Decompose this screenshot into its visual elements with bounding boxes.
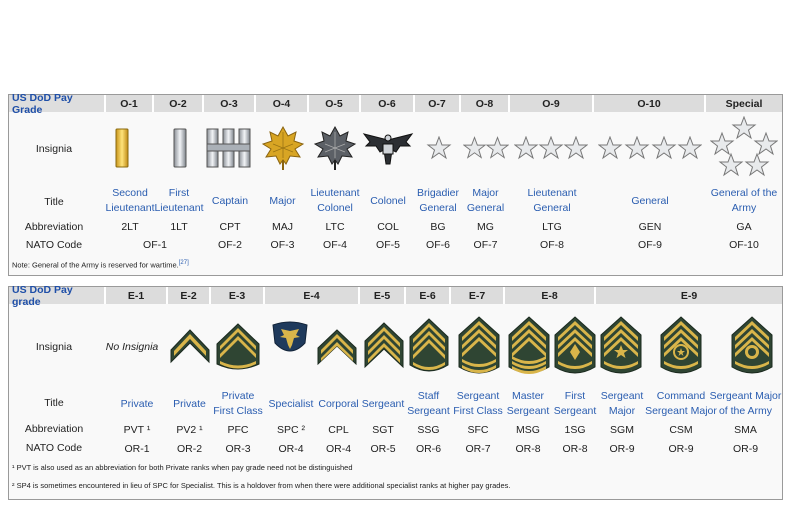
rank-abbreviation: LTC — [325, 220, 345, 233]
rank-title[interactable]: Brigadier General — [416, 187, 460, 214]
three-chevrons-one-rocker-icon — [407, 315, 451, 377]
grade-header: O-2 — [154, 95, 204, 112]
rank-title[interactable]: Colonel — [370, 194, 406, 207]
three-chevrons-icon — [362, 319, 406, 371]
enlisted-rank-table — [8, 283, 783, 500]
two-chevrons-icon — [315, 321, 359, 371]
rank-abbreviation: SMA — [734, 423, 757, 436]
grade-header: O-6 — [361, 95, 415, 112]
rank-title[interactable]: Corporal — [318, 397, 359, 410]
grade-header: O-10 — [594, 95, 706, 112]
rank-abbreviation: SPC ² — [276, 423, 305, 436]
insignia-row-label: Insignia — [35, 143, 73, 155]
rank-title[interactable]: Staff Sergeant — [407, 390, 450, 417]
nato-code: OF-2 — [218, 238, 242, 251]
rank-abbreviation: SGT — [372, 423, 394, 436]
five-star-pentagon-icon — [708, 115, 780, 179]
rank-title[interactable]: Second Lieutenant — [105, 187, 155, 214]
rank-abbreviation: CPL — [328, 423, 349, 436]
rank-abbreviation: MSG — [516, 423, 540, 436]
rank-abbreviation: GEN — [638, 220, 662, 233]
rank-abbreviation: SFC — [467, 423, 489, 436]
rank-title[interactable]: General of the Army — [710, 187, 778, 214]
grade-header: O-7 — [415, 95, 461, 112]
rank-title[interactable]: Sergeant — [361, 397, 405, 410]
rank-abbreviation: MG — [477, 220, 494, 233]
nato-code: OR-9 — [732, 442, 759, 455]
grade-header: E-9 — [596, 287, 782, 304]
nato-code: OF-3 — [270, 238, 295, 251]
rank-title[interactable]: Sergeant Major — [600, 390, 644, 417]
rank-abbreviation: GA — [736, 220, 752, 233]
nato-code: OF-9 — [638, 238, 662, 251]
rank-abbreviation: PVT ¹ — [123, 423, 151, 436]
abbreviation-row-label: Abbreviation — [24, 221, 84, 233]
silver-oak-leaf-icon — [310, 123, 360, 173]
three-stars-icon — [512, 135, 590, 161]
nato-code: OR-8 — [562, 442, 588, 455]
rank-abbreviation: LTG — [542, 220, 562, 233]
nato-code: OF-1 — [143, 238, 167, 251]
grade-header: E-5 — [360, 287, 406, 304]
rank-title[interactable]: Sergeant First Class — [453, 390, 503, 417]
rank-title[interactable]: First Lieutenant — [154, 187, 204, 214]
three-chevrons-three-rockers-icon — [506, 313, 552, 379]
title-row-label: Title — [44, 397, 64, 409]
captain-bars-icon — [205, 125, 253, 171]
grade-header: O-1 — [106, 95, 154, 112]
rank-abbreviation: PV2 ¹ — [176, 423, 203, 436]
pay-grade-header: US DoD Pay Grade — [9, 95, 106, 112]
abbreviation-row-label: Abbreviation — [24, 423, 84, 435]
rank-abbreviation: MAJ — [272, 220, 293, 233]
rank-abbreviation: CPT — [219, 220, 241, 233]
rank-title[interactable]: Private First Class — [213, 390, 263, 417]
rank-title[interactable]: First Sergeant — [553, 390, 597, 417]
nato-code: OF-10 — [729, 238, 759, 251]
three-chevrons-two-rockers-icon — [456, 313, 502, 379]
rank-abbreviation: PFC — [227, 423, 249, 436]
grade-header: O-9 — [510, 95, 594, 112]
specialist-eagle-icon — [267, 319, 313, 359]
nato-code: OF-6 — [426, 238, 450, 251]
footnote-1: ¹ PVT is also used as an abbreviation for both Private ranks when pay grade need not be distinguished — [12, 463, 353, 472]
rank-title[interactable]: Major — [269, 194, 296, 207]
eagle-icon — [362, 127, 414, 169]
rank-abbreviation: SGM — [610, 423, 634, 436]
nato-code: OR-5 — [370, 442, 396, 455]
nato-code: OR-4 — [325, 442, 352, 455]
nato-code: OR-7 — [465, 442, 491, 455]
grade-header: E-4 — [265, 287, 360, 304]
command-sergeant-major-wreath-icon — [658, 313, 704, 379]
nato-code: OR-9 — [609, 442, 635, 455]
rank-title[interactable]: Sergeant Major of the Army — [709, 390, 782, 417]
rank-title[interactable]: Captain — [211, 194, 249, 207]
rank-title[interactable]: Specialist — [268, 397, 314, 410]
one-star-icon — [425, 135, 453, 161]
rank-abbreviation: CSM — [669, 423, 693, 436]
grade-header: O-3 — [204, 95, 256, 112]
rank-abbreviation: BG — [430, 220, 446, 233]
grade-header: E-8 — [505, 287, 596, 304]
title-row-label: Title — [44, 196, 64, 208]
nato-code: OF-7 — [473, 238, 498, 251]
rank-title[interactable]: Private — [120, 397, 154, 410]
sergeant-major-star-icon — [598, 313, 644, 379]
nato-code: OR-3 — [225, 442, 251, 455]
rank-title[interactable]: Private — [173, 397, 206, 410]
officer-note: Note: General of the Army is reserved for wartime.[27] — [12, 260, 189, 270]
insignia-row-label: Insignia — [35, 341, 73, 353]
no-insignia-label: No Insignia — [105, 340, 159, 353]
nato-code: OR-9 — [668, 442, 694, 455]
officer-rank-table — [8, 91, 783, 276]
rank-title[interactable]: Lieutenant General — [527, 187, 577, 214]
nato-row-label: NATO Code — [25, 442, 83, 454]
grade-header: E-2 — [168, 287, 211, 304]
rank-title[interactable]: Command Sergeant Major — [645, 390, 717, 417]
grade-header: E-7 — [451, 287, 505, 304]
nato-code: OF-4 — [323, 238, 347, 251]
footnote-reference[interactable]: [27] — [178, 260, 189, 266]
sergeant-major-of-army-eagle-icon — [729, 313, 775, 379]
nato-row-label: NATO Code — [25, 239, 83, 251]
nato-code: OR-1 — [124, 442, 150, 455]
rank-title[interactable]: Lieutenant Colonel — [310, 187, 360, 214]
grade-header: O-8 — [461, 95, 510, 112]
nato-code: OR-8 — [515, 442, 541, 455]
grade-header: Special — [706, 95, 782, 112]
footnote-2: ² SP4 is sometimes encountered in lieu of SPC for Specialist. This is a holdover from when there were additional specialist ranks at higher pay grades. — [12, 481, 511, 490]
rank-abbreviation: 1SG — [564, 423, 586, 436]
nato-code: OF-5 — [376, 238, 400, 251]
grade-header: E-3 — [211, 287, 265, 304]
two-stars-icon — [463, 135, 509, 161]
nato-code: OR-4 — [278, 442, 304, 455]
rank-abbreviation: COL — [377, 220, 399, 233]
first-sergeant-diamond-icon — [552, 313, 598, 379]
nato-code: OF-8 — [540, 238, 564, 251]
gold-oak-leaf-icon — [258, 123, 308, 173]
grade-header: E-6 — [406, 287, 451, 304]
rank-title[interactable]: Master Sergeant — [506, 390, 550, 417]
grade-header: O-5 — [309, 95, 361, 112]
rank-abbreviation: SSG — [417, 423, 440, 436]
nato-code: OR-2 — [176, 442, 203, 455]
rank-abbreviation: 1LT — [170, 220, 188, 233]
two-chevrons-rocker-icon — [214, 319, 262, 373]
rank-abbreviation: 2LT — [121, 220, 139, 233]
one-chevron-icon — [168, 321, 211, 371]
gold-bar-icon — [110, 125, 134, 171]
rank-title[interactable]: General — [631, 194, 669, 207]
grade-header: E-1 — [106, 287, 168, 304]
four-stars-icon — [596, 135, 704, 161]
rank-title[interactable]: Major General — [466, 187, 505, 214]
nato-code: OR-6 — [415, 442, 442, 455]
silver-bar-icon — [168, 125, 192, 171]
pay-grade-header: US DoD Pay grade — [9, 287, 106, 304]
grade-header: O-4 — [256, 95, 309, 112]
